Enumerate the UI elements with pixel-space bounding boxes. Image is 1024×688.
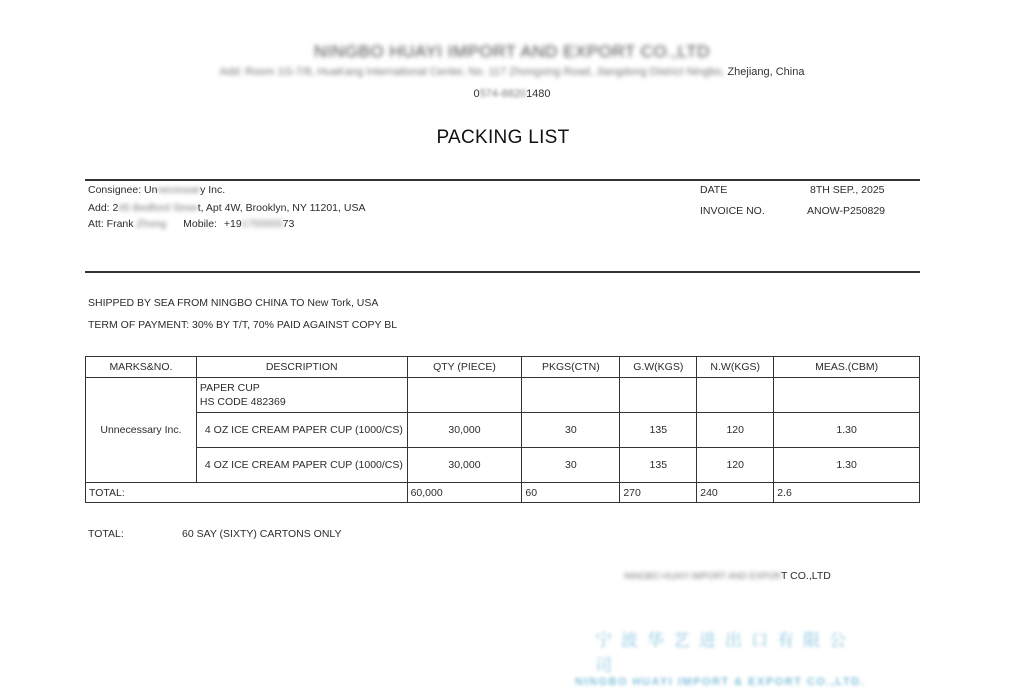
empty-cell xyxy=(620,378,697,413)
total-meas: 2.6 xyxy=(774,483,920,503)
att-label: Att: Frank xyxy=(88,218,134,230)
phone-prefix: 0 xyxy=(473,88,480,100)
marks-cell: Unnecessary Inc. xyxy=(86,378,197,483)
col-header-gw: G.W(KGS) xyxy=(620,357,697,378)
address-label: Add: 2 xyxy=(88,202,119,214)
signature-company xyxy=(624,570,831,582)
col-header-description: DESCRIPTION xyxy=(196,357,407,378)
signature-redacted: NINGBO HUAYI IMPORT AND EXPOR xyxy=(624,571,782,581)
total-qty: 60,000 xyxy=(407,483,522,503)
summary-label: TOTAL: xyxy=(88,528,124,540)
address-redacted: 45 Bedford Stree xyxy=(118,202,198,214)
stamp-english-text: NINGBO HUAYI IMPORT & EXPORT CO.,LTD. xyxy=(575,676,866,688)
consignee-address xyxy=(88,202,365,214)
product-category: PAPER CUP xyxy=(199,382,260,394)
mobile-prefix: +19 xyxy=(223,218,242,230)
company-address-redacted: Add: Room 1G-7/8, HuaKang International Center, No. 117 Zhongxing Road, Jiangdong District Ningbo, xyxy=(219,66,725,78)
phone-suffix: 1480 xyxy=(526,88,551,100)
item-pkgs: 30 xyxy=(522,413,620,448)
company-phone xyxy=(0,88,1024,100)
item-meas: 1.30 xyxy=(774,413,920,448)
company-name xyxy=(0,42,1024,62)
col-header-nw: N.W(KGS) xyxy=(697,357,774,378)
total-gw: 270 xyxy=(620,483,697,503)
packing-table xyxy=(85,356,920,503)
att-redacted: Zhong xyxy=(133,218,167,230)
summary-value: 60 SAY (SIXTY) CARTONS ONLY xyxy=(182,528,342,540)
table-row xyxy=(86,448,920,483)
empty-cell xyxy=(522,378,620,413)
company-stamp xyxy=(575,626,875,688)
payment-terms: TERM OF PAYMENT: 30% BY T/T, 70% PAID AGAINST COPY BL xyxy=(88,319,398,331)
shipping-route: SHIPPED BY SEA FROM NINGBO CHINA TO New Tork, USA xyxy=(88,297,379,309)
total-pkgs: 60 xyxy=(522,483,620,503)
mobile-suffix: 73 xyxy=(282,218,295,230)
group-description-cell xyxy=(196,378,407,413)
header-bottom-rule xyxy=(85,271,920,273)
empty-cell xyxy=(697,378,774,413)
col-header-meas: MEAS.(CBM) xyxy=(774,357,920,378)
table-header-row xyxy=(86,357,920,378)
item-gw: 135 xyxy=(620,413,697,448)
empty-cell xyxy=(774,378,920,413)
total-label: TOTAL: xyxy=(86,483,408,503)
item-gw: 135 xyxy=(620,448,697,483)
consignee-suffix: y Inc. xyxy=(200,184,226,196)
header-top-rule xyxy=(85,179,920,181)
document-title: PACKING LIST xyxy=(436,127,570,148)
invoice-label: INVOICE NO. xyxy=(700,205,765,217)
item-qty: 30,000 xyxy=(407,448,522,483)
date-value: 8TH SEP., 2025 xyxy=(810,184,885,196)
company-address-visible: Zhejiang, China xyxy=(724,66,805,78)
item-pkgs: 30 xyxy=(522,448,620,483)
hs-code: HS CODE 482369 xyxy=(199,396,286,408)
consignee-redacted: necessar xyxy=(157,184,201,196)
total-nw: 240 xyxy=(697,483,774,503)
consignee-attention xyxy=(88,218,294,230)
table-row-group xyxy=(86,378,920,413)
item-meas: 1.30 xyxy=(774,448,920,483)
item-nw: 120 xyxy=(697,448,774,483)
item-nw: 120 xyxy=(697,413,774,448)
company-name-text: NINGBO HUAYI IMPORT AND EXPORT CO.,LTD xyxy=(314,42,710,61)
item-description: 4 OZ ICE CREAM PAPER CUP (1000/CS) xyxy=(196,413,407,448)
phone-redacted: 574-8820 xyxy=(479,88,527,100)
mobile-redacted: 1755555 xyxy=(241,218,283,230)
mobile-label: Mobile: xyxy=(183,218,217,230)
stamp-chinese-text: 宁波华艺进出口有限公司 xyxy=(595,631,855,675)
consignee-label: Consignee: Un xyxy=(88,184,158,196)
col-header-qty: QTY (PIECE) xyxy=(407,357,522,378)
table-total-row xyxy=(86,483,920,503)
date-label: DATE xyxy=(700,184,728,196)
address-suffix: t, Apt 4W, Brooklyn, NY 11201, USA xyxy=(197,202,366,214)
company-address xyxy=(0,66,1024,78)
signature-visible: T CO.,LTD xyxy=(781,570,831,582)
table-row xyxy=(86,413,920,448)
invoice-number: ANOW-P250829 xyxy=(807,205,886,217)
empty-cell xyxy=(407,378,522,413)
item-description: 4 OZ ICE CREAM PAPER CUP (1000/CS) xyxy=(196,448,407,483)
col-header-pkgs: PKGS(CTN) xyxy=(522,357,620,378)
consignee-name xyxy=(88,184,225,196)
item-qty: 30,000 xyxy=(407,413,522,448)
col-header-marks: MARKS&NO. xyxy=(86,357,197,378)
